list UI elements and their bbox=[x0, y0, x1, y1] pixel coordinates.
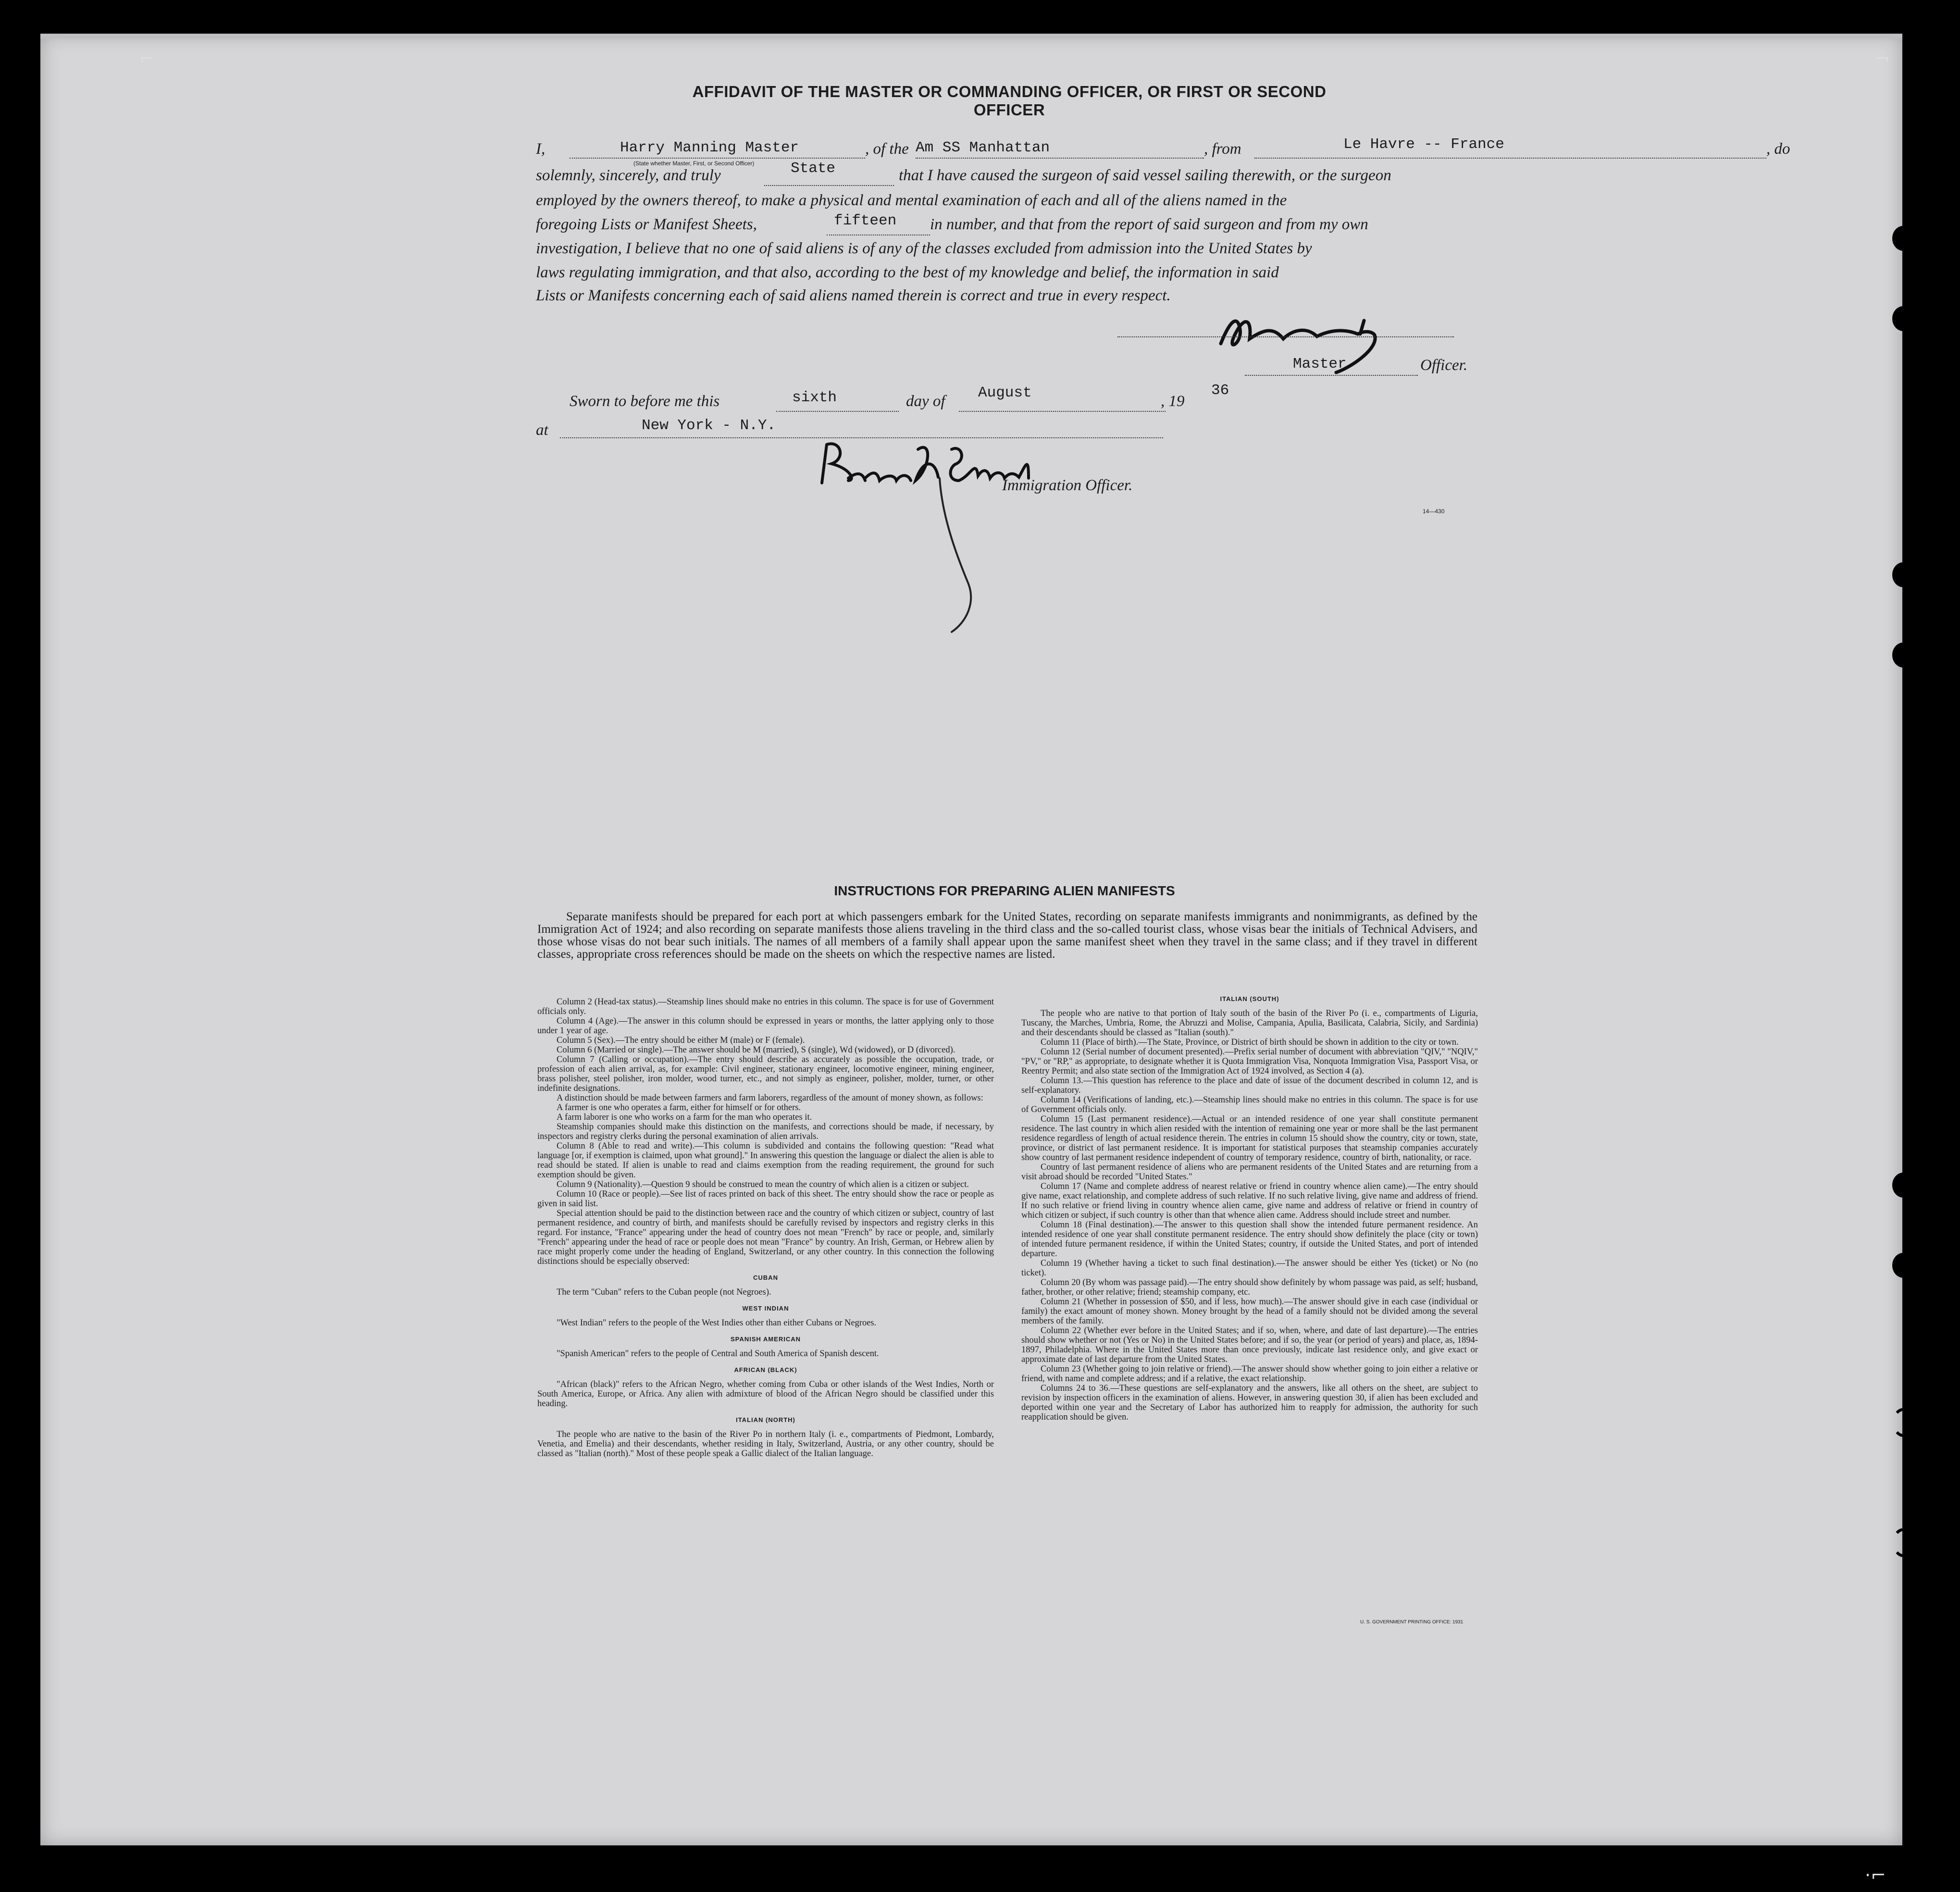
instruction-paragraph: Column 8 (Able to read and write).—This column is subdivided and contains the following question: "Read what language [or, if exemption is claimed, upon what ground]." In answering this question the language or dialect the alien is able to read should be stated. If alien is unable to read and claims exemption from the reading requirement, the ground for such exemption should be given. bbox=[537, 1141, 994, 1180]
instruction-paragraph: A farmer is one who operates a farm, either for himself or for others. bbox=[557, 1103, 801, 1113]
rank-field-line bbox=[1245, 375, 1418, 376]
instruction-paragraph: Column 14 (Verifications of landing, etc.).—Steamship lines should make no entries in this column. The space is for use of Government officials only. bbox=[1021, 1095, 1478, 1114]
instruction-paragraph: Column 4 (Age).—The answer in this column should be expressed in years or months, the latter applying only to those under 1 year of age. bbox=[537, 1016, 994, 1036]
instruction-paragraph: The people who are native to that portion of Italy south of the basin of the River Po (i. e., compartments of Liguria, Tuscany, the Marches, Umbria, Rome, the Abruzzi and Molise, Campania, Apulia, Basilicata, Calabria, Sicily, and Sardinia) and their descendants should be classed as "Italian (south)." bbox=[1021, 1009, 1478, 1038]
punch-hole bbox=[1892, 226, 1914, 251]
instruction-paragraph: A distinction should be made between farmers and farm laborers, regardless of the amount of money shown, as follows: bbox=[557, 1093, 983, 1103]
vessel-field: Am SS Manhattan bbox=[916, 139, 1050, 156]
affidavit-line-2b: that I have caused the surgeon of said vessel sailing therewith, or the surgeon bbox=[899, 167, 1391, 184]
affidavit-line-4b: in number, and that from the report of said surgeon and from my own bbox=[930, 216, 1368, 233]
affidavit-line-2 bbox=[536, 163, 721, 187]
instruction-paragraph: Special attention should be paid to the distinction between race and the country of which citizen or subject, country of last permanent residence, and country of birth, and manifests should be carefully revised by inspectors and registry clerks in this regard. For instance, "France" appearing under the head of country does not mean "French" by race or people, and, similarly "French" appearing under the head of race or people does not mean "France" by country. An Irish, German, or Hebrew alien by race might properly come under the heading of England, Switzerland, or any other country. In this connection the following distinctions should be especially observed: bbox=[537, 1209, 994, 1266]
affidavit-line-7: Lists or Manifests concerning each of said aliens named therein is correct and true in every respect. bbox=[536, 287, 1171, 304]
instruction-paragraph: Column 17 (Name and complete address of nearest relative or friend in country whence alien came).—The entry should give name, exact relationship, and complete address of such relative. If no such relative living, give name and address of friend. If no such relative or friend living in country whence alien came, give name and address of relative or friend in country of which citizen or subject, if such country is other than that whence alien came. Address should include street and number. bbox=[1021, 1182, 1478, 1220]
instruction-paragraph: Country of last permanent residence of aliens who are permanent residents of the United States and are returning from a visit abroad should be recorded "United States." bbox=[1021, 1162, 1478, 1182]
text-foregoing: foregoing Lists or Manifest Sheets, bbox=[536, 216, 757, 233]
instruction-paragraph: Column 23 (Whether going to join relative or friend).—The answer should show whether going to join either a relative or friend, with name and complete address; and if a relative, the exact relationship. bbox=[1021, 1364, 1478, 1384]
year-field: 36 bbox=[1211, 382, 1229, 399]
port-field: Le Havre -- France bbox=[1343, 136, 1504, 153]
signature-line bbox=[1117, 336, 1454, 337]
film-mark: ⌐ bbox=[139, 48, 155, 69]
section-heading: ITALIAN (SOUTH) bbox=[1220, 995, 1279, 1002]
affidavit-line-5: investigation, I believe that no one of said aliens is of any of the classes excluded from admission into the United States by bbox=[536, 240, 1312, 257]
instruction-paragraph: Column 2 (Head-tax status).—Steamship lines should make no entries in this column. The space is for use of Government officials only. bbox=[537, 997, 994, 1016]
instruction-paragraph: Column 5 (Sex).—The entry should be either M (male) or F (female). bbox=[557, 1036, 805, 1045]
officer-name-field: Harry Manning Master bbox=[620, 139, 799, 156]
instructions-right-column bbox=[1021, 988, 1478, 1422]
affidavit-title: AFFIDAVIT OF THE MASTER OR COMMANDING OFFICER, OR FIRST OR SECOND OFFICER bbox=[692, 83, 1327, 119]
form-number: 14—430 bbox=[1423, 508, 1445, 515]
text-i: I, bbox=[536, 140, 546, 158]
instruction-paragraph: "Spanish American" refers to the people of Central and South America of Spanish descent. bbox=[557, 1349, 879, 1359]
instruction-paragraph: Steamship companies should make this distinction on the manifests, and corrections should be made, if necessary, by inspectors and registry clerks during the personal examination of alien arrivals. bbox=[537, 1122, 994, 1141]
officer-hint: (State whether Master, First, or Second Officer) bbox=[633, 160, 755, 167]
text-of-the: , of the bbox=[865, 140, 909, 158]
punch-hole bbox=[1892, 562, 1914, 587]
day-of-text: day of bbox=[906, 393, 945, 410]
affidavit-line-3: employed by the owners thereof, to make a physical and mental examination of each and all of the aliens named in the bbox=[536, 192, 1287, 209]
instruction-paragraph: Column 12 (Serial number of document presented).—Prefix serial number of document with abbreviation "QIV," "NQIV," "PV," or "RP," as appropriate, to designate whether it is Quota Immigration Visa, Nonquota Immigration Visa, Passport Visa, or Reentry Permit; and also state section of the Immigration Act of 1924 involved, as Section 4 (a). bbox=[1021, 1047, 1478, 1076]
punch-hole bbox=[1892, 1408, 1914, 1437]
film-mark: ·⌐ bbox=[1865, 1865, 1886, 1886]
instruction-paragraph: Column 10 (Race or people).—See list of races printed on back of this sheet. The entry should show the race or people as given in said list. bbox=[537, 1189, 994, 1209]
section-heading: AFRICAN (BLACK) bbox=[734, 1366, 797, 1373]
instruction-paragraph: Columns 24 to 36.—These questions are self-explanatory and the answers, like all others on the sheet, are subject to revision by inspection officers in the examination of aliens. However, in answering question 30, if alien has been excluded and deported within one year and the Secretary of Labor has authorized him to reapply for admission, the authority for such reapplication should be given. bbox=[1021, 1384, 1478, 1422]
sworn-text: Sworn to before me this bbox=[570, 393, 720, 410]
instruction-paragraph: A farm laborer is one who works on a farm for the man who operates it. bbox=[557, 1113, 812, 1122]
officer-label: Officer. bbox=[1420, 357, 1468, 374]
day-field: sixth bbox=[792, 389, 837, 406]
month-field: August bbox=[978, 384, 1032, 401]
instruction-paragraph: Column 22 (Whether ever before in the United States; and if so, when, where, and date of last departure).—The entries should show whether or not (Yes or No) in the United States before; and if so, the year (or period of years) and place, as, 1894-1897, Philadelphia. Where in the United States more than once previously, indicate last residence only, and give exact or approximate date of last departure from the United States. bbox=[1021, 1326, 1478, 1364]
verb-field-line bbox=[764, 185, 894, 186]
officer-field-line bbox=[570, 158, 865, 159]
section-heading: ITALIAN (NORTH) bbox=[736, 1416, 795, 1423]
printer-imprint: U. S. GOVERNMENT PRINTING OFFICE: 1931 bbox=[1360, 1620, 1464, 1625]
instruction-paragraph: Column 15 (Last permanent residence).—Actual or an intended residence of one year shall constitute permanent residence. The last country in which alien resided with the intention of remaining one year or more shall be the last permanent residence regardless of length of actual residence therein. The entries in column 15 should show the country, city or town, state, province, or district of last permanent residence. It is important for statistical purposes that steamship companies accurately show country of last permanent residence independent of country of temporary residence, country of birth, nationality, or race. bbox=[1021, 1114, 1478, 1162]
port-field-line bbox=[1254, 158, 1766, 159]
punch-hole bbox=[1892, 643, 1914, 668]
section-heading: SPANISH AMERICAN bbox=[730, 1336, 801, 1343]
rank-field: Master bbox=[1293, 356, 1347, 372]
instruction-paragraph: Column 18 (Final destination).—The answer to this question shall show the intended future permanent residence. An intended residence of one year shall constitute permanent residence. The entry should show definitely the place (city or town) of intended future permanent residence, if within the United States; country, if outside the United States, and port of intended departure. bbox=[1021, 1220, 1478, 1259]
instruction-paragraph: The people who are native to the basin of the River Po in northern Italy (i. e., compartments of Piedmont, Lombardy, Venetia, and Emelia) and their descendants, whether residing in Italy, Switzerland, Austria, or any other country, should be classed as "Italian (north)." Most of these people speak a Gallic dialect of the Italian language. bbox=[537, 1430, 994, 1459]
verb-field: State bbox=[791, 160, 836, 177]
day-field-line bbox=[776, 411, 899, 412]
affidavit-line-6: laws regulating immigration, and that also, according to the best of my knowledge and belief, the information in said bbox=[536, 264, 1279, 281]
instruction-paragraph: Column 20 (By whom was passage paid).—The entry should show definitely by whom passage was paid, as self; husband, father, brother, or other relative; friend; steamship company, etc. bbox=[1021, 1278, 1478, 1297]
instructions-intro: Separate manifests should be prepared for each port at which passengers embark for the United States, recording on separate manifests immigrants and nonimmigrants, as defined by the Immigration Act of 1924; and also recording on separate manifests those aliens traveling in the third class and the so-called tourist class, whose visas bear the initials of Technical Advisers, and those whose visas do not bear such initials. The names of all members of a family shall appear upon the same manifest sheet when they travel in the same class; and if they travel in different classes, appropriate cross references should be made on the sheets on which the respective names are listed. bbox=[537, 910, 1477, 961]
instruction-paragraph: Column 21 (Whether in possession of $50, and if less, how much).—The answer should give in each case (individual or family) the exact amount of money shown. Money brought by the head of a family should not be divided among the several members of the family. bbox=[1021, 1297, 1478, 1326]
punch-hole bbox=[1892, 306, 1914, 331]
instructions-title: INSTRUCTIONS FOR PREPARING ALIEN MANIFESTS bbox=[834, 883, 1175, 898]
instruction-paragraph: "West Indian" refers to the people of the West Indies other than either Cubans or Negroes. bbox=[557, 1318, 877, 1328]
punch-hole bbox=[1892, 1173, 1914, 1198]
vessel-field-line bbox=[916, 158, 1204, 159]
punch-hole bbox=[1892, 1253, 1914, 1278]
instruction-paragraph: Column 19 (Whether having a ticket to such final destination).—The answer should be either Yes (ticket) or No (no ticket). bbox=[1021, 1259, 1478, 1278]
month-field-line bbox=[959, 411, 1166, 412]
film-mark: ¬ bbox=[1874, 48, 1890, 69]
instruction-paragraph: Column 13.—This question has reference to the place and date of issue of the document described in column 12, and is self-explanatory. bbox=[1021, 1076, 1478, 1095]
instruction-paragraph: Column 11 (Place of birth).—The State, Province, or District of birth should be shown in addition to the city or town. bbox=[1041, 1038, 1459, 1047]
instructions-left-column bbox=[537, 997, 994, 1459]
sheets-count-field: fifteen bbox=[834, 212, 897, 229]
immigration-officer-signature bbox=[812, 430, 1081, 642]
punch-hole bbox=[1892, 1528, 1914, 1557]
instruction-paragraph: Column 9 (Nationality).—Question 9 should be construed to mean the country of which alien is a citizen or subject. bbox=[557, 1180, 969, 1189]
place-field: New York - N.Y. bbox=[642, 417, 776, 434]
instruction-paragraph: Column 7 (Calling or occupation).—The entry should describe as accurately as possible the occupation, trade, or profession of each alien arrival, as, for example: Civil engineer, stationary engineer, locomotive engineer, mining engineer, brass polisher, steel polisher, iron molder, wood turner, etc., and not simply as engineer, polisher, molder, turner, or other indefinite designations. bbox=[537, 1055, 994, 1093]
at-text: at bbox=[536, 421, 548, 439]
section-heading: WEST INDIAN bbox=[742, 1305, 789, 1312]
section-heading: CUBAN bbox=[753, 1274, 778, 1281]
text-do: , do bbox=[1766, 140, 1790, 158]
year-prefix: , 19 bbox=[1161, 393, 1185, 410]
text-from: , from bbox=[1204, 140, 1241, 158]
immigration-officer-label: Immigration Officer. bbox=[1002, 477, 1133, 494]
instruction-paragraph: "African (black)" refers to the African Negro, whether coming from Cuba or other islands of the West Indies, North or South America, Europe, or Africa. Any alien with admixture of blood of the African Negro should be classified under this heading. bbox=[537, 1380, 994, 1409]
instruction-paragraph: The term "Cuban" refers to the Cuban people (not Negroes). bbox=[557, 1287, 771, 1297]
affidavit-line-4 bbox=[536, 212, 757, 236]
instruction-paragraph: Column 6 (Married or single).—The answer should be M (married), S (single), Wd (widowed), or D (divorced). bbox=[557, 1045, 955, 1055]
text-solemnly: solemnly, sincerely, and truly bbox=[536, 167, 721, 184]
affidavit-line-1 bbox=[536, 137, 545, 161]
